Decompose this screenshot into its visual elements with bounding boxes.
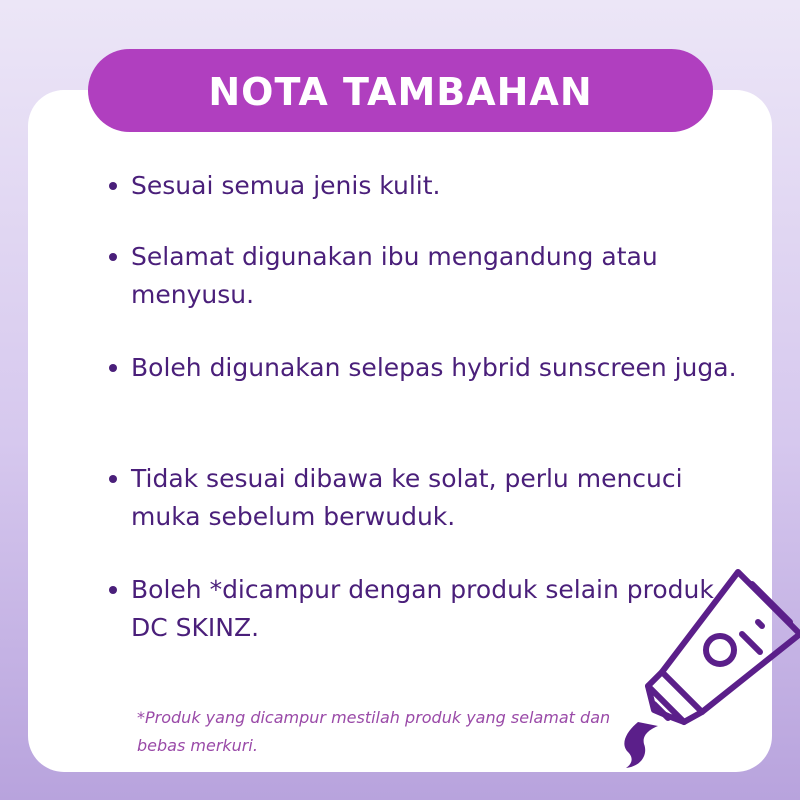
list-item [106,349,751,387]
page-title: NOTA TAMBAHAN [208,69,593,114]
title-banner [88,49,713,132]
note-text: Selamat digunakan ibu mengandung atau menyusu. [131,242,658,309]
bullet-icon [109,182,117,190]
list-item [106,167,751,205]
bullet-icon [109,253,117,261]
note-text: Boleh digunakan selepas hybrid sunscreen juga. [131,353,737,382]
list-item [106,460,751,536]
bullet-icon [109,364,117,372]
list-item [106,238,751,314]
cream-tube-icon [598,568,800,770]
bullet-icon [109,475,117,483]
note-text: Boleh *dicampur dengan produk selain produk DC SKINZ. [131,575,714,642]
footnote: *Produk yang dicampur mestilah produk yang selamat dan bebas merkuri. [137,708,611,755]
bullet-icon [109,586,117,594]
note-text: Sesuai semua jenis kulit. [131,171,441,200]
note-text: Tidak sesuai dibawa ke solat, perlu mencuci muka sebelum berwuduk. [131,464,683,531]
